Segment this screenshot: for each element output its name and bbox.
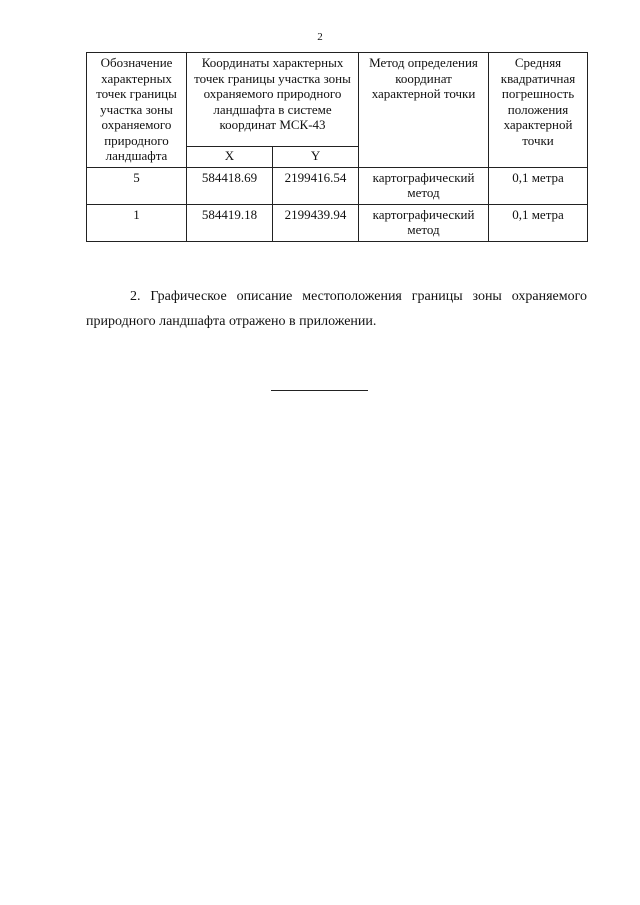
table-header-row bbox=[87, 53, 588, 147]
cell-point: 1 bbox=[87, 204, 187, 241]
cell-error: 0,1 метра bbox=[489, 167, 588, 204]
header-x: X bbox=[187, 146, 273, 167]
cell-y: 2199439.94 bbox=[273, 204, 359, 241]
header-method: Метод определения координат характерной точки bbox=[359, 53, 489, 168]
cell-error: 0,1 метра bbox=[489, 204, 588, 241]
table-row bbox=[87, 204, 588, 241]
cell-x: 584418.69 bbox=[187, 167, 273, 204]
header-coordinates: Координаты характерных точек границы участка зоны охраняемого природного ландшафта в системе координат МСК-43 bbox=[187, 53, 359, 147]
cell-method: картографический метод bbox=[359, 204, 489, 241]
coordinates-table bbox=[86, 52, 588, 242]
cell-x: 584419.18 bbox=[187, 204, 273, 241]
header-error: Средняя квадратичная погрешность положения характерной точки bbox=[489, 53, 588, 168]
cell-method: картографический метод bbox=[359, 167, 489, 204]
header-y: Y bbox=[273, 146, 359, 167]
table-row bbox=[87, 167, 588, 204]
end-divider bbox=[271, 390, 368, 391]
body-paragraph: 2. Графическое описание местоположения границы зоны охраняемого природного ландшафта отражено в приложении. bbox=[86, 289, 587, 329]
cell-y: 2199416.54 bbox=[273, 167, 359, 204]
header-point-designation: Обозначение характерных точек границы участка зоны охраняемого природного ландшафта bbox=[87, 53, 187, 168]
cell-point: 5 bbox=[87, 167, 187, 204]
page-number: 2 bbox=[317, 31, 323, 43]
